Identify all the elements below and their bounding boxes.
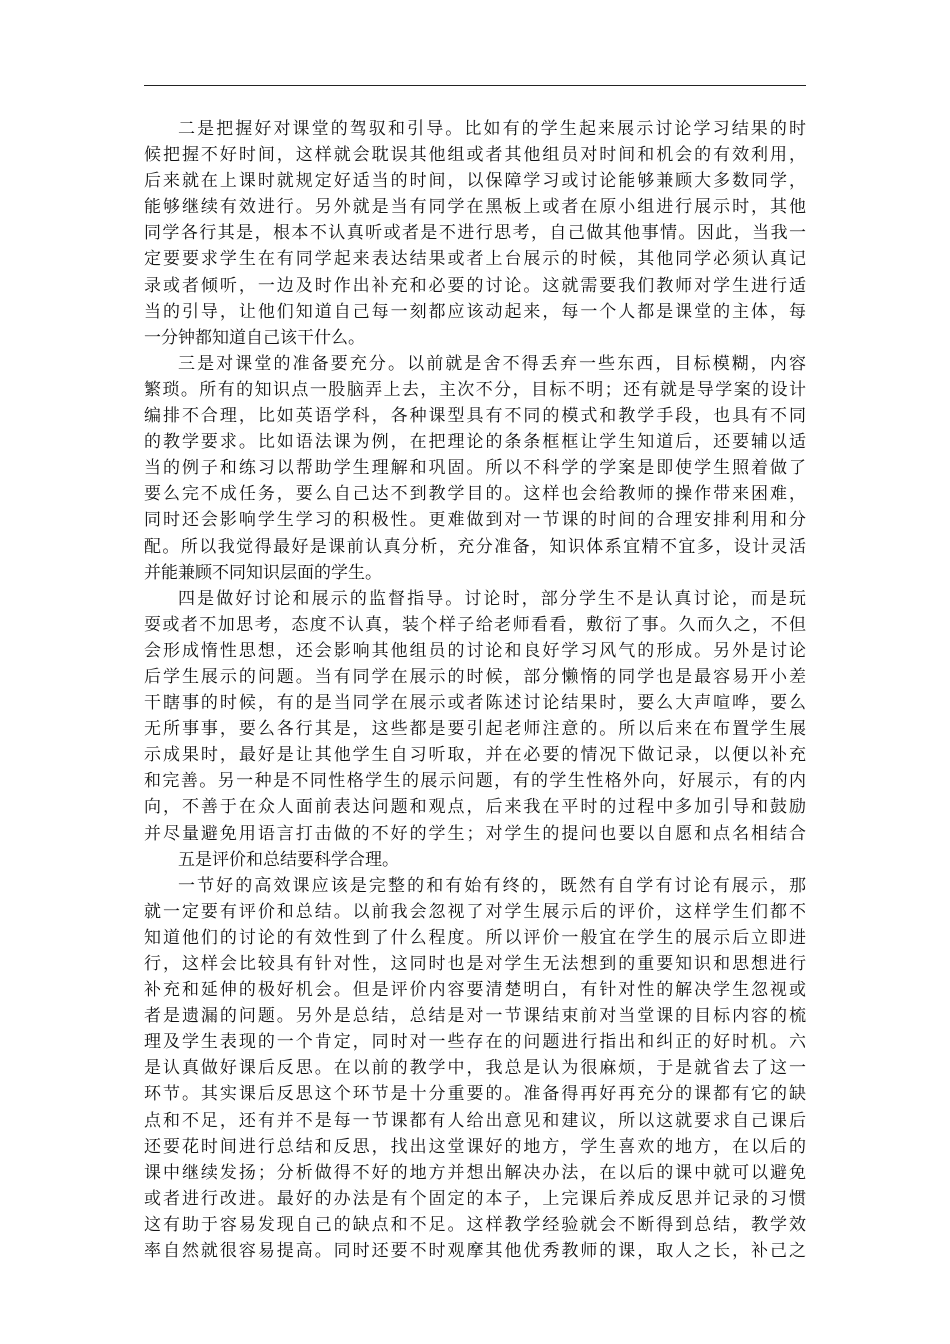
text-line: 候把握不好时间，这样就会耽误其他组或者其他组员对时间和机会的有效利用，	[144, 145, 806, 166]
text-line: 环节。其实课后反思这个环节是十分重要的。准备得再好再充分的课都有它的缺	[144, 1084, 806, 1105]
text-line: 或者进行改进。最好的办法是有个固定的本子，上完课后养成反思并记录的习惯	[144, 1188, 806, 1209]
text-line: 编排不合理，比如英语学科，各种课型具有不同的模式和教学手段，也具有不同	[144, 406, 806, 427]
text-line: 并能兼顾不同知识层面的学生。	[144, 562, 382, 583]
text-line: 当的例子和练习以帮助学生理解和巩固。所以不科学的学案是即使学生照着做了	[144, 458, 806, 479]
text-line: 五是评价和总结要科学合理。	[178, 849, 399, 870]
text-line: 行，这样会比较具有针对性，这同时也是对学生无法想到的重要知识和思想进行	[144, 954, 806, 974]
body-text	[144, 116, 806, 1264]
text-line: 就一定要有评价和总结。以前我会忽视了对学生展示后的评价，这样学生们都不	[144, 901, 806, 922]
text-line: 理及学生表现的一个肯定，同时对一些存在的问题进行指出和纠正的好时机。六	[144, 1032, 806, 1053]
text-line: 知道他们的讨论的有效性到了什么程度。所以评价一般宜在学生的展示后立即进	[144, 927, 806, 948]
text-line: 干瞎事的时候，有的是当同学在展示或者陈述讨论结果时，要么大声喧哗，要么	[144, 693, 806, 714]
text-line: 点和不足，还有并不是每一节课都有人给出意见和建议，所以这就要求自己课后	[144, 1110, 806, 1131]
text-line: 无所事事，要么各行其是，这些都是要引起老师注意的。所以后来在布置学生展	[144, 719, 806, 740]
text-line: 还要花时间进行总结和反思，找出这堂课好的地方，学生喜欢的地方，在以后的	[144, 1136, 806, 1157]
text-line: 示成果时，最好是让其他学生自习听取，并在必要的情况下做记录，以便以补充	[144, 745, 806, 766]
text-line: 后学生展示的问题。当有同学在展示的时候，部分懒惰的同学也是最容易开小差	[144, 666, 806, 687]
text-line: 要么完不成任务，要么自己达不到教学目的。这样也会给教师的操作带来困难，	[144, 484, 806, 505]
text-line: 定要要求学生在有同学起来表达结果或者上台展示的时候，其他同学必须认真记	[144, 249, 806, 270]
text-line: 这有助于容易发现自己的缺点和不足。这样教学经验就会不断得到总结，教学效	[144, 1214, 806, 1235]
text-line: 四是做好讨论和展示的监督指导。讨论时，部分学生不是认真讨论，而是玩	[178, 588, 806, 609]
text-line: 当的引导，让他们知道自己每一刻都应该动起来，每一个人都是课堂的主体，每	[144, 301, 806, 322]
text-line: 录或者倾听，一边及时作出补充和必要的讨论。这就需要我们教师对学生进行适	[144, 275, 806, 296]
text-line: 后来就在上课时就规定好适当的时间，以保障学习或讨论能够兼顾大多数同学，	[144, 171, 806, 192]
text-line: 配。所以我觉得最好是课前认真分析，充分准备，知识体系宜精不宜多，设计灵活	[144, 536, 806, 557]
header-rule	[144, 85, 806, 86]
text-line: 一节好的高效课应该是完整的和有始有终的，既然有自学有讨论有展示，那	[178, 875, 806, 896]
text-line: 能够继续有效进行。另外就是当有同学在黑板上或者在原小组进行展示时，其他	[144, 197, 806, 218]
text-line: 者是遗漏的问题。另外是总结，总结是对一节课结束前对当堂课的目标内容的梳	[144, 1006, 806, 1027]
text-line: 补充和延伸的极好机会。但是评价内容要清楚明白，有针对性的解决学生忽视或	[144, 980, 806, 1001]
text-line: 是认真做好课后反思。在以前的教学中，我总是认为很麻烦，于是就省去了这一	[144, 1058, 806, 1079]
text-line: 三是对课堂的准备要充分。以前就是舍不得丢弃一些东西，目标模糊，内容	[178, 353, 806, 374]
text-line: 二是把握好对课堂的驾驭和引导。比如有的学生起来展示讨论学习结果的时	[178, 119, 806, 139]
text-line: 会形成惰性思想，还会影响其他组员的讨论和良好学习风气的形成。另外是讨论	[144, 640, 806, 661]
text-line: 课中继续发扬；分析做得不好的地方并想出解决办法，在以后的课中就可以避免	[144, 1162, 806, 1183]
text-line: 的教学要求。比如语法课为例，在把理论的条条框框让学生知道后，还要辅以适	[144, 432, 806, 453]
text-line: 并尽量避免用语言打击做的不好的学生；对学生的提问也要以自愿和点名相结合	[144, 823, 806, 844]
text-line: 繁琐。所有的知识点一股脑弄上去，主次不分，目标不明；还有就是导学案的设计	[144, 379, 806, 400]
text-line: 率自然就很容易提高。同时还要不时观摩其他优秀教师的课，取人之长，补己之	[144, 1241, 806, 1262]
text-line: 耍或者不加思考，态度不认真，装个样子给老师看看，敷衍了事。久而久之，不但	[144, 614, 806, 635]
text-line: 同时还会影响学生学习的积极性。更难做到对一节课的时间的合理安排利用和分	[144, 510, 806, 531]
text-line: 向，不善于在众人面前表达问题和观点，后来我在平时的过程中多加引导和鼓励	[144, 797, 806, 818]
text-line: 一分钟都知道自己该干什么。	[144, 327, 365, 348]
text-line: 和完善。另一种是不同性格学生的展示问题，有的学生性格外向，好展示，有的内	[144, 771, 806, 792]
text-line: 同学各行其是，根本不认真听或者是不进行思考，自己做其他事情。因此，当我一	[144, 223, 806, 244]
